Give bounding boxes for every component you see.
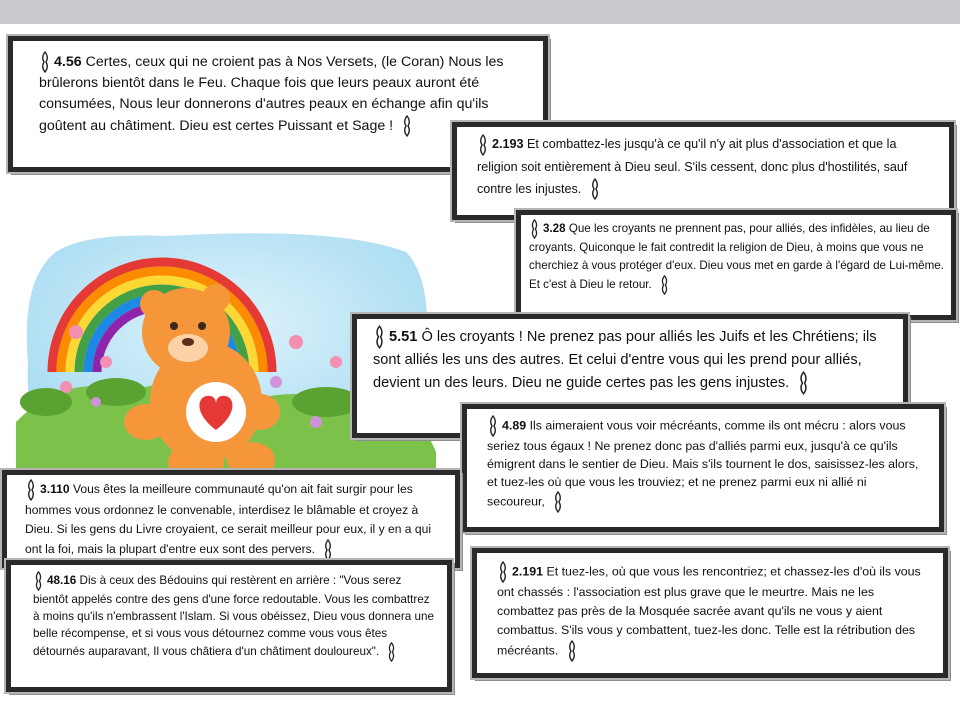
verse-ref: 2.191 — [512, 564, 544, 579]
verse-box-2-191 — [472, 548, 948, 678]
verse-ref: 5.51 — [389, 328, 418, 345]
verse-marker-icon — [529, 219, 540, 239]
verse-box-2-193 — [452, 122, 954, 220]
window-top-bar — [0, 0, 960, 24]
verse-ref: 48.16 — [47, 574, 77, 588]
verse-text: Que les croyants ne prennent pas, pour alliés, des infidèles, au lieu de croyants. Quiconque le fait contredit la religion de Dieu, à moins que vous ne cherchiez à vous protéger d'eux. Dieu vous met en garde à l'égard de Lui-même. Et c'est à Dieu le retour. — [529, 222, 944, 292]
verse-marker-icon — [39, 51, 51, 73]
verse-box-3-110 — [2, 470, 460, 568]
verse-end-icon — [401, 115, 413, 137]
verse-end-icon — [589, 178, 601, 200]
verse-marker-icon — [487, 415, 499, 437]
verse-text: Vous êtes la meilleure communauté qu'on ait fait surgir pour les hommes vous ordonnez le convenable, interdisez le blâmable et croyez à Dieu. Si les gens du Livre croyaient, ce serait meilleur pour eux, il y en a qui ont la foi, mais la plupart d'entre eux sont des pervers. — [25, 482, 432, 557]
verse-text: Dis à ceux des Bédouins qui restèrent en arrière : "Vous serez bientôt appelés contre des gens d'une force redoutable. Vous les combattrez à moins qu'ils n'embrassent l'Islam. Si vous obéissez, Dieu vous donnera une belle récompense, et si vous vous détournez comme vous vous êtes détournés auparavant, Il vous châtiera d'un châtiment douloureux". — [33, 574, 435, 659]
verse-end-icon — [552, 491, 564, 513]
verse-end-icon — [797, 371, 810, 395]
verse-marker-icon — [25, 479, 37, 501]
verse-text: Et tuez-les, où que vous les rencontriez; et chassez-les d'où ils vous ont chassés : l'association est plus grave que le meurtre. Mais ne les combattez pas près de la Mosquée sacrée avant qu'ils ne vous y aient combattus. S'ils vous y combattent, tuez-les donc. Telle est la rétribution des mécréants. — [497, 564, 921, 658]
verse-end-icon — [386, 642, 397, 662]
verse-box-48-16 — [6, 560, 452, 692]
verse-marker-icon — [477, 134, 489, 156]
verse-text: Et combattez-les jusqu'à ce qu'il n'y ait plus d'association et que la religion soit entièrement à Dieu seul. S'ils cessent, donc plus d'hostilités, sauf contre les injustes. — [477, 137, 908, 196]
verse-ref: 3.110 — [40, 482, 70, 497]
verse-ref: 2.193 — [492, 137, 524, 151]
verse-box-3-28 — [516, 210, 956, 320]
verse-box-4-89 — [462, 404, 944, 532]
verse-ref: 4.56 — [54, 53, 82, 70]
verse-end-icon — [566, 640, 578, 662]
verse-marker-icon — [497, 561, 509, 583]
verse-text: Ô les croyants ! Ne prenez pas pour alliés les Juifs et les Chrétiens; ils sont alliés les uns des autres. Et celui d'entre vous qui les prend pour alliés, devient un des leurs. Dieu ne guide certes pas les gens injustes. — [373, 328, 877, 391]
verse-end-icon — [659, 275, 670, 295]
verse-marker-icon — [373, 325, 386, 349]
verse-end-icon — [322, 539, 334, 561]
verse-marker-icon — [33, 571, 44, 591]
verse-text: Certes, ceux qui ne croient pas à Nos Versets, (le Coran) Nous les brûlerons bientôt dans le Feu. Chaque fois que leurs peaux auront été consumées, Nous leur donnerons d'autres peaux en échange afin qu'ils goûtent au châtiment. Dieu est certes Puissant et Sage ! — [39, 53, 504, 134]
verse-text: Ils aimeraient vous voir mécréants, comme ils ont mécru : alors vous seriez tous égaux ! Ne prenez donc pas d'alliés parmi eux, jusqu'à ce qu'ils émigrent dans le sentier de Dieu. Mais s'ils tournent le dos, saisissez-les alors, et tuez-les où que vous les trouviez; et ne prenez parmi eux ni allié ni secoureur, — [487, 418, 919, 509]
verse-ref: 4.89 — [502, 418, 527, 433]
verse-ref: 3.28 — [543, 222, 566, 236]
